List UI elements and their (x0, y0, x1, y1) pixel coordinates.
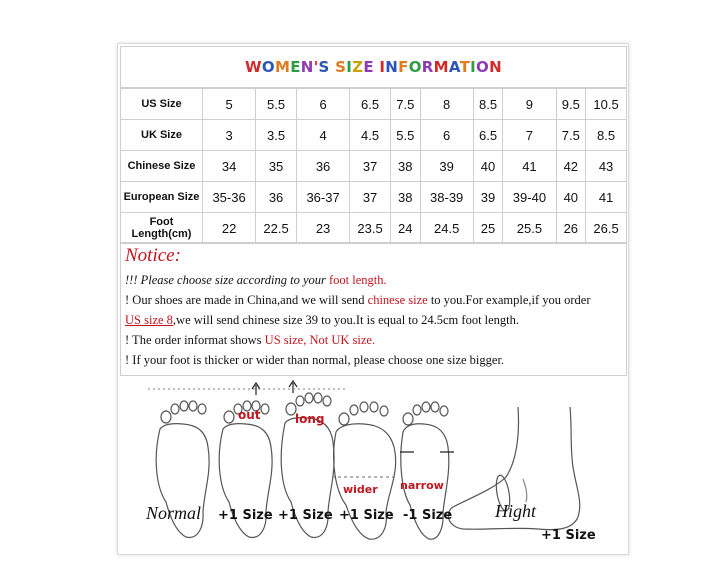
notice-heading: Notice: (125, 245, 181, 266)
notice-highlight: US size 8 (125, 313, 173, 327)
table-cell: 37 (350, 182, 391, 213)
foot-label-long: long (295, 412, 325, 426)
title-letter: T (459, 58, 471, 76)
title-letter: N (489, 58, 502, 76)
row-header-line: Foot (149, 216, 174, 228)
table-cell: 43 (586, 151, 627, 182)
notice-line (125, 333, 375, 348)
notice-text: ! The order informat shows (125, 333, 265, 347)
table-cell: 39 (420, 151, 473, 182)
title-letter: R (421, 58, 434, 76)
table-cell: 22.5 (256, 213, 297, 244)
table-cell: 23 (296, 213, 349, 244)
table-cell: 39-40 (503, 182, 556, 213)
title-letter: I (379, 58, 386, 76)
table-cell: 41 (586, 182, 627, 213)
title-letter: M (274, 58, 291, 76)
notice-text: ! If your foot is thicker or wider than normal, please choose one size bigger. (125, 353, 505, 367)
title-letter: ' (313, 58, 319, 76)
table-cell: 8 (420, 89, 473, 120)
title-letter: N (300, 58, 314, 76)
title-letter: S (318, 58, 330, 76)
table-cell: 6.5 (350, 89, 391, 120)
table-cell: 24 (390, 213, 420, 244)
size-chart-title (120, 46, 627, 88)
table-cell: 6.5 (473, 120, 503, 151)
title-letter: E (290, 58, 301, 76)
table-cell: 26.5 (586, 213, 627, 244)
table-row (121, 213, 627, 244)
table-cell: 36 (296, 151, 349, 182)
caption-narrow-size: -1 Size (403, 508, 453, 523)
table-cell: 36-37 (296, 182, 349, 213)
table-cell: 6 (420, 120, 473, 151)
table-row (121, 120, 627, 151)
table-cell: 42 (556, 151, 586, 182)
notice-highlight: foot length. (329, 273, 387, 287)
table-cell: 38 (390, 151, 420, 182)
title-letter: M (433, 58, 449, 76)
notice-line (125, 313, 519, 328)
caption-out-size: +1 Size (218, 508, 273, 523)
table-cell: 4 (296, 120, 349, 151)
table-cell: 7.5 (390, 89, 420, 120)
table-cell: 9 (503, 89, 556, 120)
table-cell: 35 (256, 151, 297, 182)
notice-line (125, 353, 504, 368)
table-cell: 9.5 (556, 89, 586, 120)
table-cell: 38 (390, 182, 420, 213)
table-cell: 38-39 (420, 182, 473, 213)
title-letter: I (346, 58, 353, 76)
table-row (121, 89, 627, 120)
notice-highlight: chinese size (367, 293, 428, 307)
title-letter: W (245, 58, 262, 76)
table-row (121, 182, 627, 213)
title-letter: O (261, 58, 275, 76)
foot-shape-illustration (118, 377, 628, 554)
table-cell: 26 (556, 213, 586, 244)
table-cell: 34 (203, 151, 256, 182)
table-row (121, 151, 627, 182)
table-cell: 24.5 (420, 213, 473, 244)
row-header: UK Size (121, 120, 203, 151)
title-letter: S (335, 58, 347, 76)
table-cell: 40 (556, 182, 586, 213)
size-chart-title-text (245, 58, 502, 76)
table-cell: 25 (473, 213, 503, 244)
table-cell: 39 (473, 182, 503, 213)
table-cell: 5 (203, 89, 256, 120)
row-header (121, 213, 203, 244)
title-letter: O (408, 58, 422, 76)
table-cell: 4.5 (350, 120, 391, 151)
table-cell: 41 (503, 151, 556, 182)
table-cell: 23.5 (350, 213, 391, 244)
row-header-line: Length(cm) (131, 228, 192, 240)
table-cell: 36 (256, 182, 297, 213)
table-cell: 35-36 (203, 182, 256, 213)
title-letter: N (385, 58, 399, 76)
foot-label-narrow: narrow (400, 479, 444, 492)
row-header: Chinese Size (121, 151, 203, 182)
title-letter: I (470, 58, 477, 76)
title-letter: F (398, 58, 409, 76)
table-cell: 5.5 (256, 89, 297, 120)
table-cell: 7.5 (556, 120, 586, 151)
caption-long-size: +1 Size (278, 508, 333, 523)
table-cell: 3 (203, 120, 256, 151)
title-letter: A (448, 58, 460, 76)
size-table (120, 88, 627, 244)
table-cell: 3.5 (256, 120, 297, 151)
title-letter: Z (352, 58, 364, 76)
table-cell: 22 (203, 213, 256, 244)
table-cell: 8.5 (473, 89, 503, 120)
notice-line (125, 273, 387, 288)
caption-wider-size: +1 Size (339, 508, 394, 523)
notice-line (125, 293, 591, 308)
caption-normal: Normal (146, 503, 202, 523)
table-cell: 8.5 (586, 120, 627, 151)
notice-highlight: US size, Not UK size. (264, 333, 376, 347)
table-cell: 10.5 (586, 89, 627, 120)
foot-label-out: out (238, 408, 261, 422)
row-header: US Size (121, 89, 203, 120)
table-cell: 37 (350, 151, 391, 182)
notice-text: ! Our shoes are made in China,and we will send (125, 293, 368, 307)
notice-text: !!! Please choose size according to your (125, 273, 329, 287)
notice-text: ,we will send chinese size 39 to you.It is equal to 24.5cm foot length. (172, 313, 520, 327)
notice-text: to you.For example,if you order (427, 293, 591, 307)
table-cell: 5.5 (390, 120, 420, 151)
table-cell: 40 (473, 151, 503, 182)
table-cell: 25.5 (503, 213, 556, 244)
table-cell: 7 (503, 120, 556, 151)
notice-section (120, 242, 627, 376)
title-letter: E (363, 58, 374, 76)
table-cell: 6 (296, 89, 349, 120)
size-chart-card (117, 43, 629, 555)
title-letter: O (476, 58, 490, 76)
foot-label-wider: wider (343, 483, 378, 496)
caption-hight: Hight (495, 501, 537, 521)
row-header: European Size (121, 182, 203, 213)
caption-hight-size: +1 Size (541, 528, 596, 543)
